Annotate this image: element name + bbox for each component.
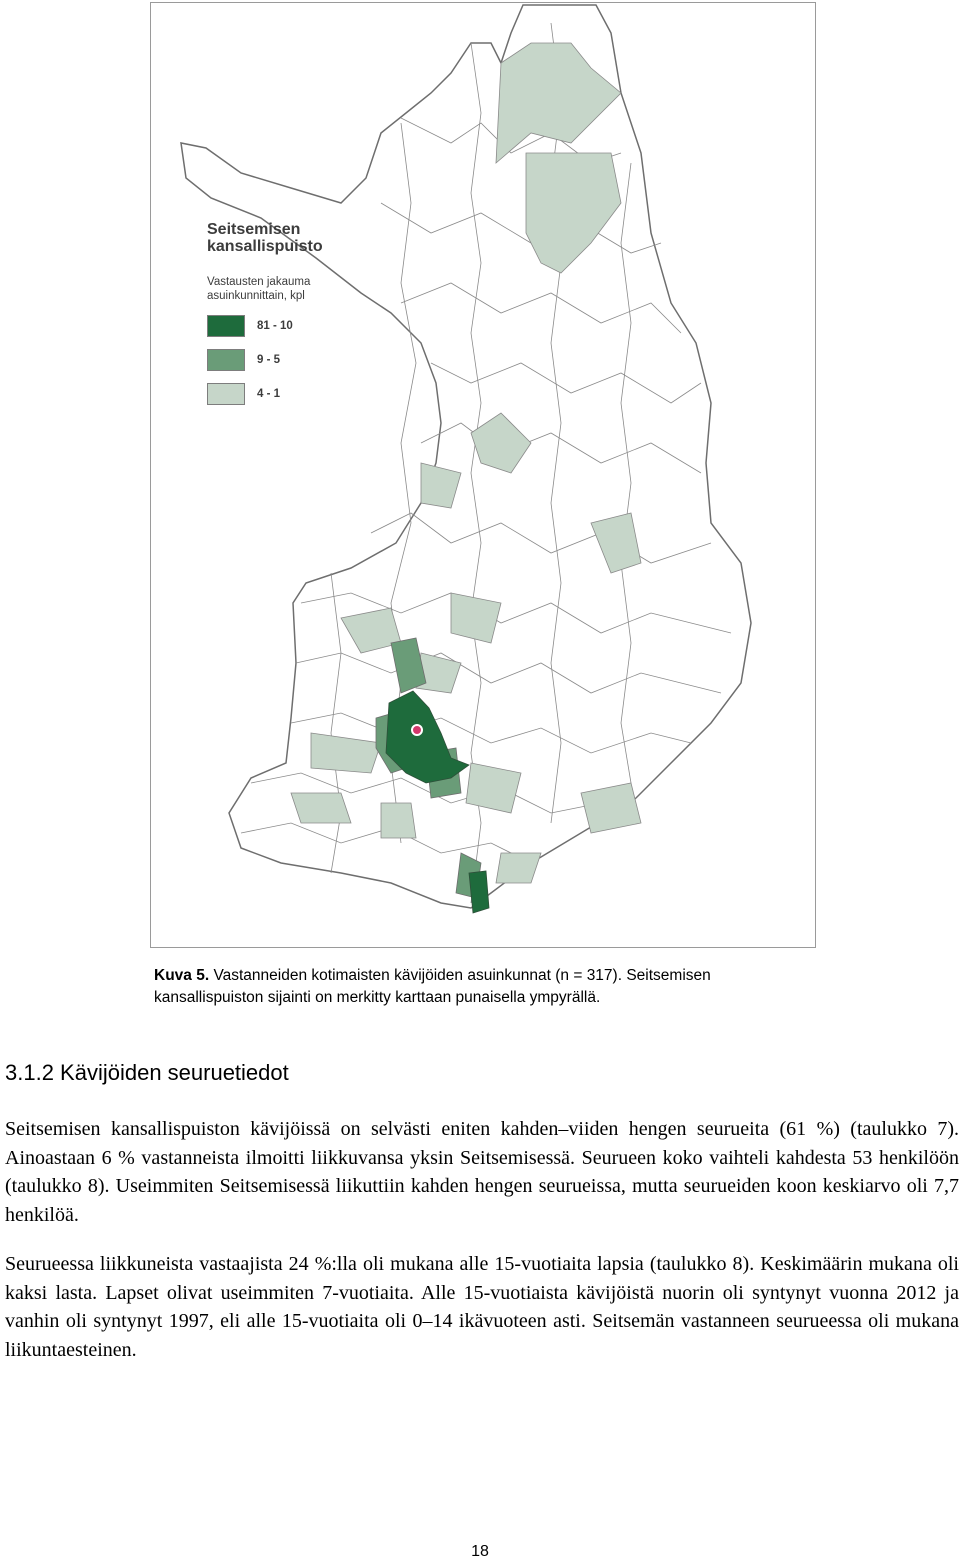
- page-number: 18: [471, 1543, 489, 1560]
- legend-subtitle-line1: Vastausten jakauma: [207, 276, 311, 288]
- legend-item-low: [207, 383, 377, 405]
- body-paragraph-2: Seurueessa liikkuneista vastaajista 24 %:lla oli mukana alle 15-vuotiaita lapsia (taulukko 8). Keskimäärin mukana oli kaksi lasta. Lapset olivat useimmiten 7-vuotiaita. Alle 15-vuotiaista kävijöistä nuorin oli syntynyt vuonna 2012 ja vanhin oli syntynyt 1997, eli alle 15-vuotiaita oli 0–14 ikävuoteen asti. Seitsemän vastanneen seurueessa oli mukana liikuntaesteinen.: [5, 1253, 959, 1361]
- figure-caption: [154, 965, 794, 1009]
- caption-text: Vastanneiden kotimaisten kävijöiden asuinkunnat (n = 317). Seitsemisen kansallispuiston sijainti on merkitty karttaan punaisella ympyrällä.: [154, 967, 711, 1006]
- body-paragraph-1: Seitsemisen kansallispuiston kävijöissä on selvästi eniten kahden–viiden hengen seurueita (61 %) (taulukko 7). Ainoastaan 6 % vastanneista ilmoitti liikkuvansa yksin Seitsemisessä. Seurueen koko vaihteli kahdesta 53 henkilöön (taulukko 8). Useimmiten Seitsemisessä liikuttiin kahden hengen seurueissa, mutta seurueiden koon keskiarvo oli 7,7 henkilöä.: [5, 1118, 959, 1226]
- legend-subtitle-line2: asuinkunnittain, kpl: [207, 290, 305, 302]
- legend-swatch-mid: [207, 349, 245, 371]
- legend-label-low: 4 - 1: [257, 388, 281, 400]
- legend-label-high: 81 - 10: [257, 320, 293, 332]
- park-location-marker: [412, 725, 422, 735]
- legend-title-line1: Seitsemisen: [207, 221, 301, 238]
- finland-outline: [181, 5, 751, 908]
- caption-label: Kuva 5.: [154, 967, 210, 984]
- section-heading: 3.1.2 Kävijöiden seuruetiedot: [5, 1060, 289, 1085]
- finland-map: [151, 3, 816, 948]
- legend-swatch-high: [207, 315, 245, 337]
- figure-map-frame: [150, 2, 816, 948]
- legend-label-mid: 9 - 5: [257, 354, 281, 366]
- legend-swatch-low: [207, 383, 245, 405]
- legend-subtitle: [207, 275, 377, 303]
- map-legend: [207, 221, 377, 405]
- legend-item-high: [207, 315, 377, 337]
- legend-item-mid: [207, 349, 377, 371]
- legend-title-line2: kansallispuisto: [207, 238, 323, 255]
